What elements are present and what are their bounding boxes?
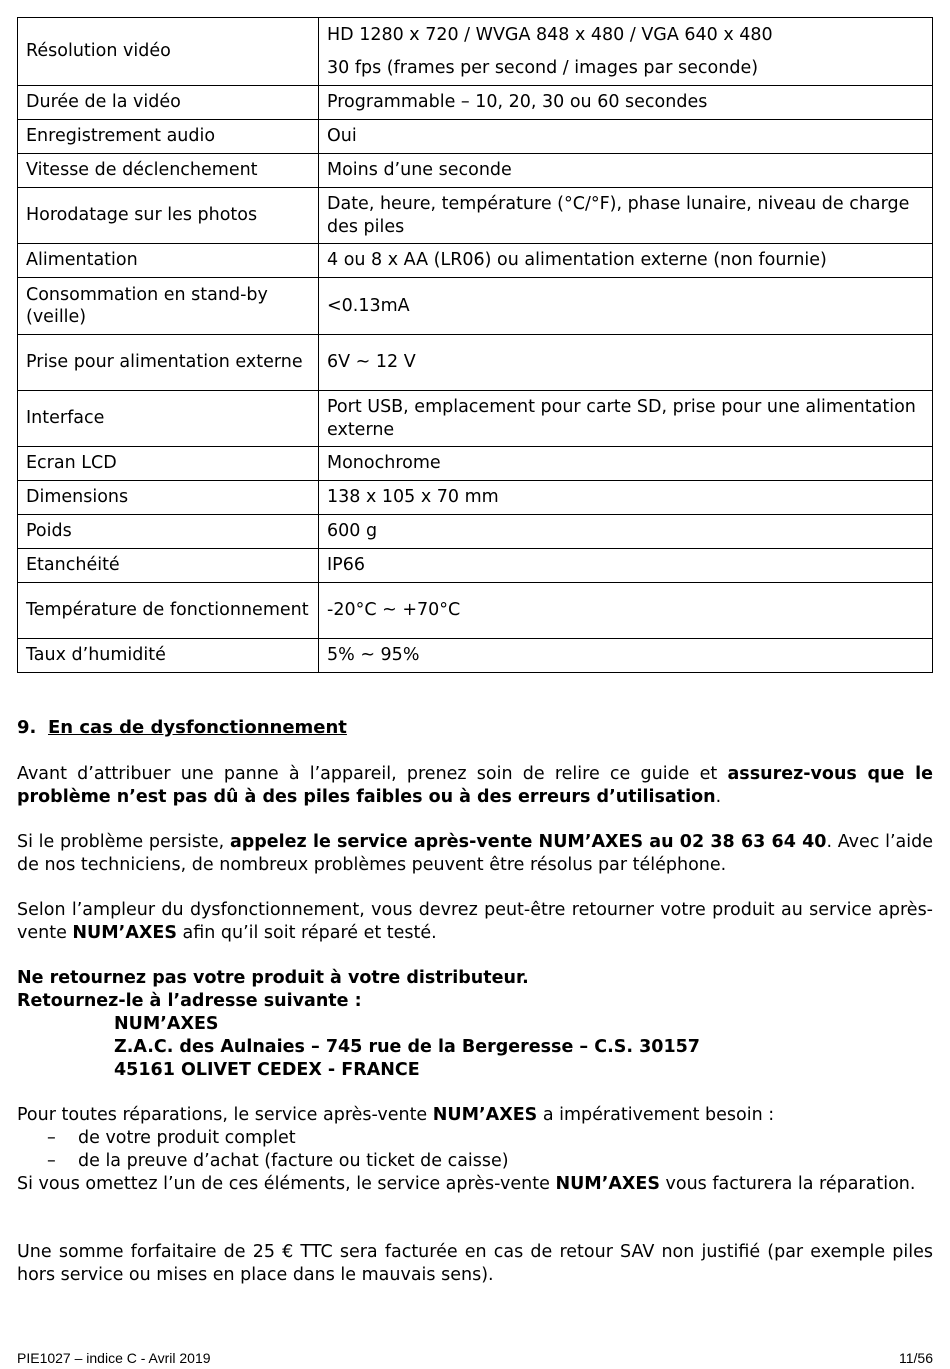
spec-value: 6V ~ 12 V <box>319 335 933 391</box>
table-row <box>18 188 933 244</box>
paragraph-requirements <box>17 1104 933 1127</box>
text-run: . Avec l’aide de nos techniciens, de nombreux problèmes peuvent être résolus par téléphone. <box>17 832 934 875</box>
table-row <box>18 335 933 391</box>
spec-value-line: 30 fps (frames per second / images par seconde) <box>327 58 759 78</box>
table-row <box>18 515 933 549</box>
paragraph-intro <box>17 763 933 809</box>
spec-value: Port USB, emplacement pour carte SD, prise pour une alimentation externe <box>319 391 933 447</box>
spec-label: Vitesse de déclenchement <box>18 154 319 188</box>
dash-bullet: – <box>47 1151 56 1171</box>
paragraph-return <box>17 899 933 945</box>
spec-value: Moins d’une seconde <box>319 154 933 188</box>
spec-label: Horodatage sur les photos <box>18 188 319 244</box>
warning-line: Ne retournez pas votre produit à votre distributeur. <box>17 968 529 988</box>
section-title: En cas de dysfonctionnement <box>48 717 347 738</box>
bold-run: NUM’AXES <box>432 1105 538 1125</box>
spec-label: Dimensions <box>18 481 319 515</box>
list-item-text: de la preuve d’achat (facture ou ticket de caisse) <box>78 1151 509 1171</box>
table-row <box>18 86 933 120</box>
section-number: 9. <box>17 717 37 738</box>
address-line: NUM’AXES <box>114 1014 219 1034</box>
spec-value: -20°C ~ +70°C <box>319 583 933 639</box>
text-run: afin qu’il soit réparé et testé. <box>176 923 437 943</box>
bold-run: NUM’AXES <box>555 1174 660 1194</box>
spec-label: Taux d’humidité <box>18 639 319 673</box>
bold-run: assurez-vous que le problème n’est pas dû à des piles faibles ou à des erreurs d’utilisation <box>17 764 933 807</box>
table-row <box>18 244 933 278</box>
paragraph-billing <box>17 1173 933 1196</box>
table-row <box>18 18 933 86</box>
spec-value: <0.13mA <box>319 278 933 335</box>
table-row <box>18 481 933 515</box>
spec-label: Poids <box>18 515 319 549</box>
table-row <box>18 391 933 447</box>
table-row <box>18 120 933 154</box>
spec-value-line: HD 1280 x 720 / WVGA 848 x 480 / VGA 640 x 480 <box>327 24 773 45</box>
warning-line: Retournez-le à l’adresse suivante : <box>17 991 362 1011</box>
spec-value: IP66 <box>319 549 933 583</box>
spec-value: 4 ou 8 x AA (LR06) ou alimentation externe (non fournie) <box>319 244 933 278</box>
address-line: Z.A.C. des Aulnaies – 745 rue de la Bergeresse – C.S. 30157 <box>114 1037 700 1057</box>
text-run: Selon l’ampleur du dysfonctionnement, vous devrez peut-être retourner votre produit au service après-vente <box>17 900 933 943</box>
bold-run: appelez le service après-vente NUM’AXES au 02 38 63 64 40 <box>229 832 827 852</box>
text-run: Si le problème persiste, <box>17 832 230 852</box>
table-row <box>18 549 933 583</box>
spec-label: Température de fonctionnement <box>18 583 319 639</box>
spec-value: Monochrome <box>319 447 933 481</box>
spec-value <box>319 18 933 86</box>
spec-value: Oui <box>319 120 933 154</box>
text-run: Pour toutes réparations, le service après-vente <box>17 1105 433 1125</box>
table-row <box>18 447 933 481</box>
spec-label: Consommation en stand-by (veille) <box>18 278 319 335</box>
spec-value: 5% ~ 95% <box>319 639 933 673</box>
spec-label: Résolution vidéo <box>18 18 319 86</box>
spec-label: Alimentation <box>18 244 319 278</box>
table-row <box>18 583 933 639</box>
table-row <box>18 278 933 335</box>
bold-run: NUM’AXES <box>72 923 177 943</box>
text-run: vous facturera la réparation. <box>659 1174 916 1194</box>
spec-label: Interface <box>18 391 319 447</box>
table-row <box>18 154 933 188</box>
spec-value: Programmable – 10, 20, 30 ou 60 secondes <box>319 86 933 120</box>
text-run: a impérativement besoin : <box>537 1105 775 1125</box>
spec-value: 600 g <box>319 515 933 549</box>
spec-value: Date, heure, température (°C/°F), phase lunaire, niveau de charge des piles <box>319 188 933 244</box>
text-run: . <box>715 787 722 807</box>
spec-label: Ecran LCD <box>18 447 319 481</box>
list-item-text: de votre produit complet <box>78 1128 296 1148</box>
spec-value: 138 x 105 x 70 mm <box>319 481 933 515</box>
section-heading <box>17 717 347 738</box>
footer-reference: PIE1027 – indice C - Avril 2019 <box>17 1350 211 1366</box>
list-item <box>47 1150 509 1173</box>
text-run: Si vous omettez l’un de ces éléments, le service après-vente <box>17 1174 556 1194</box>
specifications-table <box>17 17 933 673</box>
paragraph-fee: Une somme forfaitaire de 25 € TTC sera facturée en cas de retour SAV non justifié (par exemple piles hors service ou mises en place dans le mauvais sens). <box>17 1242 933 1285</box>
dash-bullet: – <box>47 1128 56 1148</box>
spec-label: Etanchéité <box>18 549 319 583</box>
table-row <box>18 639 933 673</box>
text-run: Avant d’attribuer une panne à l’appareil, prenez soin de relire ce guide et <box>17 764 728 784</box>
page-number: 11/56 <box>899 1350 933 1366</box>
paragraph-support <box>17 831 933 877</box>
spec-label: Prise pour alimentation externe <box>18 335 319 391</box>
spec-label: Durée de la vidéo <box>18 86 319 120</box>
list-item <box>47 1127 296 1150</box>
spec-label: Enregistrement audio <box>18 120 319 154</box>
address-line: 45161 OLIVET CEDEX - FRANCE <box>114 1060 420 1080</box>
